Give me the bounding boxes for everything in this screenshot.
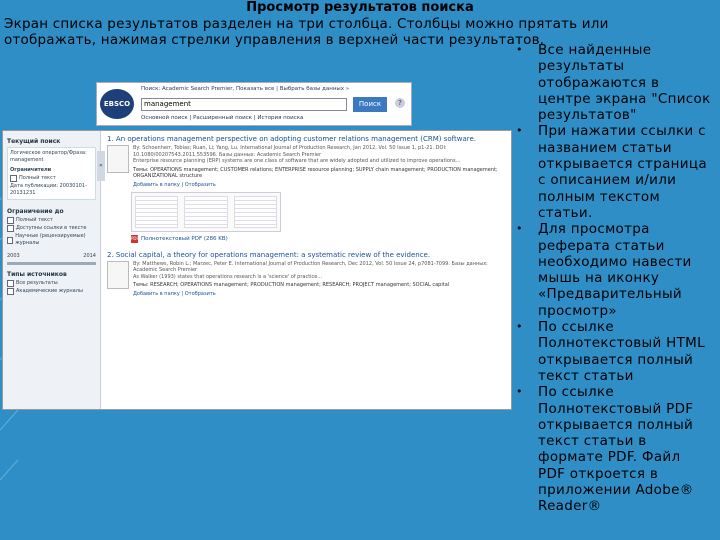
refine-checkbox-peer-reviewed[interactable]	[7, 233, 96, 247]
result-abstract: Enterprise resource planning (ERP) systems are one class of software that are widely adopted and utilized to improve operations...	[133, 158, 461, 164]
refine-checkbox-references[interactable]	[7, 225, 96, 232]
academic-journal-icon	[107, 261, 129, 289]
results-column	[107, 135, 507, 303]
explanation-bullets	[512, 42, 712, 515]
search-input[interactable]: management	[141, 98, 347, 111]
checkbox-label: Все результаты	[16, 280, 58, 286]
ebsco-logo: EBSCO	[100, 89, 134, 119]
checkbox-label: Академические журналы	[16, 288, 83, 294]
help-icon[interactable]: ?	[395, 98, 405, 108]
result-title-link[interactable]: 2. Social capital, a theory for operations management: a systematic review of the evidence.	[107, 250, 431, 259]
checkbox-label: Полный текст	[16, 217, 53, 223]
slide-title: Просмотр результатов поиска	[246, 0, 474, 15]
search-bar-screenshot	[96, 82, 412, 126]
result-meta: By: Schoenherr, Tobias; Ruan, Li; Yang, Lu. International Journal of Production Research, Jan 2012, Vol. 50 Issue 1, p1-21. DOI: 10.1080/00207543.2011.553596. Базы данных: Academic Search Premier	[133, 145, 447, 158]
collapse-sidebar-arrow-icon[interactable]: «	[97, 151, 105, 181]
checkbox-icon[interactable]	[7, 217, 14, 224]
results-list-screenshot	[2, 130, 512, 410]
result-folder-links[interactable]: Добавить в папку | Отобразить	[133, 290, 216, 297]
bullet-item: • Для просмотра реферата статьи необходимо навести мышь на иконку «Предварительный просмотр»	[512, 221, 712, 319]
date-from[interactable]: 2003	[7, 253, 20, 259]
result-item	[107, 135, 507, 243]
result-subjects: Темы: OPERATIONS management; CUSTOMER relations; ENTERPRISE resource planning; SUPPLY chain management; PRODUCTION management; ORGANIZATIONAL structure	[133, 166, 498, 179]
expander-checkbox[interactable]	[10, 175, 93, 182]
date-slider-values	[7, 253, 96, 260]
source-checkbox-journals[interactable]	[7, 288, 96, 295]
pdf-icon[interactable]: PDF	[131, 235, 139, 241]
expander-label: Полный текст	[19, 175, 56, 181]
checkbox-icon[interactable]	[10, 175, 17, 182]
database-line[interactable]: Поиск: Academic Search Premier, Показать все | Выбрать базы данных »	[141, 86, 350, 92]
result-meta: By: Matthews, Robin L.; Marzec, Peter E. International Journal of Production Research, Dec 2012, Vol. 50 Issue 24, p7081-7099. Базы данных: Academic Search Premier	[133, 260, 488, 273]
expression-value: management	[10, 157, 44, 163]
current-search-box	[7, 147, 96, 200]
search-button[interactable]: Поиск	[353, 97, 387, 112]
pdf-link-label[interactable]: Полнотекстовый PDF (286 KB)	[141, 235, 228, 242]
expression-label: Логическое оператор/Фраза:	[10, 150, 87, 156]
result-abstract: As Walker (1993) states that operations research is a 'science' of practice...	[133, 273, 323, 280]
result-preview-image	[131, 192, 281, 232]
refine-sidebar	[3, 131, 101, 409]
result-item	[107, 251, 507, 297]
checkbox-icon[interactable]	[7, 225, 14, 232]
source-types-heading: Типы источников	[7, 271, 67, 278]
checkbox-icon[interactable]	[7, 237, 13, 244]
checkbox-icon[interactable]	[7, 288, 14, 295]
date-slider[interactable]	[7, 262, 96, 265]
checkbox-icon[interactable]	[7, 280, 14, 287]
refine-checkbox-full-text[interactable]	[7, 217, 96, 224]
bullet-item: • При нажатии ссылки с названием статьи открывается страница с описанием и/или полным текстом статьи.	[512, 123, 712, 221]
pdf-full-text-link[interactable]	[131, 235, 507, 243]
bullet-item: • По ссылке Полнотекстовый PDF открывается полный текст статьи в формате PDF. Файл PDF откроется в приложении Adobe® Reader®	[512, 384, 712, 514]
slide-description: Экран списка результатов разделен на три столбца. Столбцы можно прятать или отображать, нажимая стрелки управления в верхней части результатов.	[4, 16, 609, 48]
academic-journal-icon	[107, 145, 129, 173]
refine-heading: Ограничение до	[7, 208, 64, 215]
checkbox-label: Доступны ссылки в тексте	[16, 225, 87, 231]
date-to[interactable]: 2014	[83, 253, 96, 259]
current-search-heading: Текущий поиск	[7, 138, 61, 145]
result-title-link[interactable]: 1. An operations management perspective on adopting customer relations management (CRM) software.	[107, 135, 477, 143]
bullet-item: • По ссылке Полнотекстовый HTML открывается полный текст статьи	[512, 319, 712, 384]
expanders-label: Ограничители	[10, 167, 52, 173]
search-mode-links[interactable]: Основной поиск | Расширенный поиск | История поиска	[141, 115, 304, 121]
result-subjects: Темы: RESEARCH; OPERATIONS management; PRODUCTION management; RESEARCH; PROJECT management; SOCIAL capital	[133, 282, 450, 288]
source-checkbox-all[interactable]	[7, 280, 96, 287]
bullet-item: • Все найденные результаты отображаются в центре экрана "Список результатов"	[512, 42, 712, 123]
result-folder-links[interactable]: Добавить в папку | Отобразить	[133, 181, 216, 188]
date-range-label: Дата публикации: 20030101-20131231	[10, 183, 87, 196]
checkbox-label: Научные (рецензируемые) журналы	[15, 233, 86, 246]
